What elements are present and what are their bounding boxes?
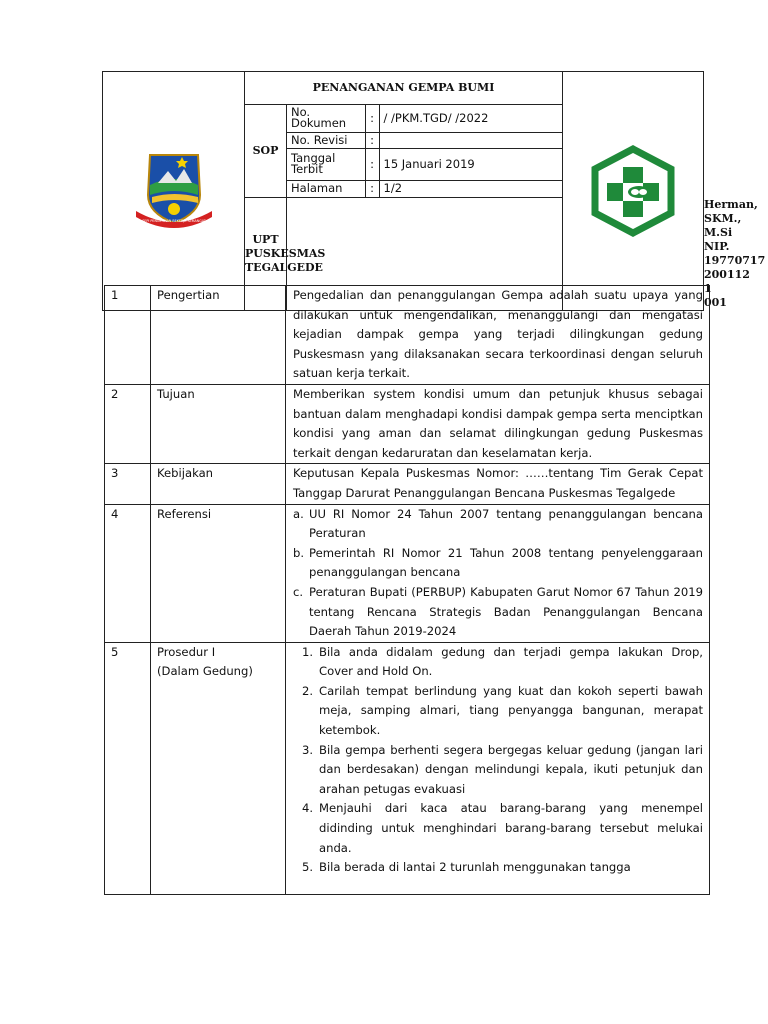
row-number: 4 [105, 504, 151, 642]
list-item: 1. Bila anda didalam gedung dan terjadi gempa lakukan Drop, Cover and Hold On. [301, 644, 703, 679]
document-meta [287, 105, 563, 198]
table-row [105, 504, 710, 642]
list-item: c. Peraturan Bupati (PERBUP) Kabupaten Garut Nomor 67 Tahun 2019 tentang Rencana Strategis Badan Penanggulangan Bencana Daerah Tahun 2019-2024 [293, 584, 703, 639]
meta-colon: : [365, 132, 379, 148]
procedure-title: Prosedur I [157, 644, 216, 659]
row-label: Pengertian [151, 286, 286, 385]
table-row [105, 286, 710, 385]
district-logo-cell [103, 72, 245, 311]
meta-label: No. Dokumen [287, 105, 365, 132]
sop-label: SOP [245, 105, 287, 198]
row-number: 1 [105, 286, 151, 385]
list-item: 3. Bila gempa berhenti segera bergegas keluar gedung (jangan lari dan berdesakan) dengan melindungi kepala, ikuti petunjuk dan arahan petugas evakuasi [301, 742, 703, 796]
row-label [151, 642, 286, 894]
list-item: 5. Bila berada di lantai 2 turunlah menggunakan tangga [301, 860, 631, 875]
row-content: Pengedalian dan penanggulangan Gempa adalah suatu upaya yang dilakukan untuk mengendalikan, menanggulangi dan mengatasi kejadian dampak gempa yang terjadi dilingkungan gedung Puskesmasn yang dilaksanakan secara terkoordinasi dengan seluruh satuan kerja terkait. [286, 286, 710, 385]
meta-value-page: 1/2 [379, 180, 562, 197]
puskesmas-logo-icon [587, 145, 679, 237]
meta-label: Halaman [287, 180, 365, 197]
list-item: a. UU RI Nomor 24 Tahun 2007 tentang penanggulangan bencana Peraturan [293, 506, 703, 541]
row-number: 5 [105, 642, 151, 894]
row-label: Tujuan [151, 384, 286, 463]
emblem-motto: SEPI PENGERTIAN BEKERJA SEMANGAT [141, 219, 206, 223]
procedure-steps [293, 643, 703, 878]
meta-colon: : [365, 180, 379, 197]
meta-colon: : [365, 105, 379, 132]
sop-content-table [104, 285, 710, 895]
row-number: 2 [105, 384, 151, 463]
district-emblem-icon [128, 151, 220, 231]
table-row [105, 384, 710, 463]
meta-value-revision [379, 132, 562, 148]
row-label: Referensi [151, 504, 286, 642]
meta-label: No. Revisi [287, 132, 365, 148]
row-number: 3 [105, 464, 151, 504]
meta-value-document-number: / /PKM.TGD/ /2022 [379, 105, 562, 132]
procedure-subtitle: (Dalam Gedung) [157, 664, 253, 679]
row-content: Memberikan system kondisi umum dan petunjuk khusus sebagai bantuan dalam menghadapi kondisi dampak gempa serta menciptkan kondisi yang aman dan selamat dilingkungan gedung Puskesmas terkait dengan kedaruratan dan keselamatan kerja. [286, 384, 710, 463]
document-title: PENANGANAN GEMPA BUMI [245, 72, 563, 105]
table-row [105, 642, 710, 894]
list-item: 4. Menjauhi dari kaca atau barang-barang yang menempel didinding untuk menghindari barang-barang tersebut melukai anda. [301, 801, 703, 855]
reference-list [293, 505, 703, 642]
meta-colon: : [365, 148, 379, 180]
sop-header: SEPI PENGERTIAN BEKERJA SEMANGAT PENANGANAN GEMPA BUMI SOP No. Dokumen : / /PKM.TGD/ /2022 No. Revisi : Tanggal Terbit : 15 Januari 2019 Halaman : 1/2 UPT PUSKESMAS TEGALGEDE Herman, SKM., M.Si NIP. 19770717 200112 1 001 [102, 71, 704, 311]
row-content: Keputusan Kepala Puskesmas Nomor: ……tentang Tim Gerak Cepat Tanggap Darurat Penanggulangan Bencana Puskesmas Tegalgede [286, 464, 710, 504]
row-content [286, 504, 710, 642]
list-item: b. Pemerintah RI Nomor 21 Tahun 2008 tentang penyelenggaraan penanggulangan bencana [293, 545, 703, 580]
row-content [286, 642, 710, 894]
meta-value-issue-date: 15 Januari 2019 [379, 148, 562, 180]
list-item: 2. Carilah tempat berlindung yang kuat dan kokoh seperti bawah meja, samping almari, tiang penyangga bangunan, merapat ketembok. [301, 683, 703, 738]
organization-name: UPT PUSKESMAS TEGALGEDE [245, 198, 287, 311]
row-label: Kebijakan [151, 464, 286, 504]
meta-label: Tanggal Terbit [287, 148, 365, 180]
table-row [105, 464, 710, 504]
